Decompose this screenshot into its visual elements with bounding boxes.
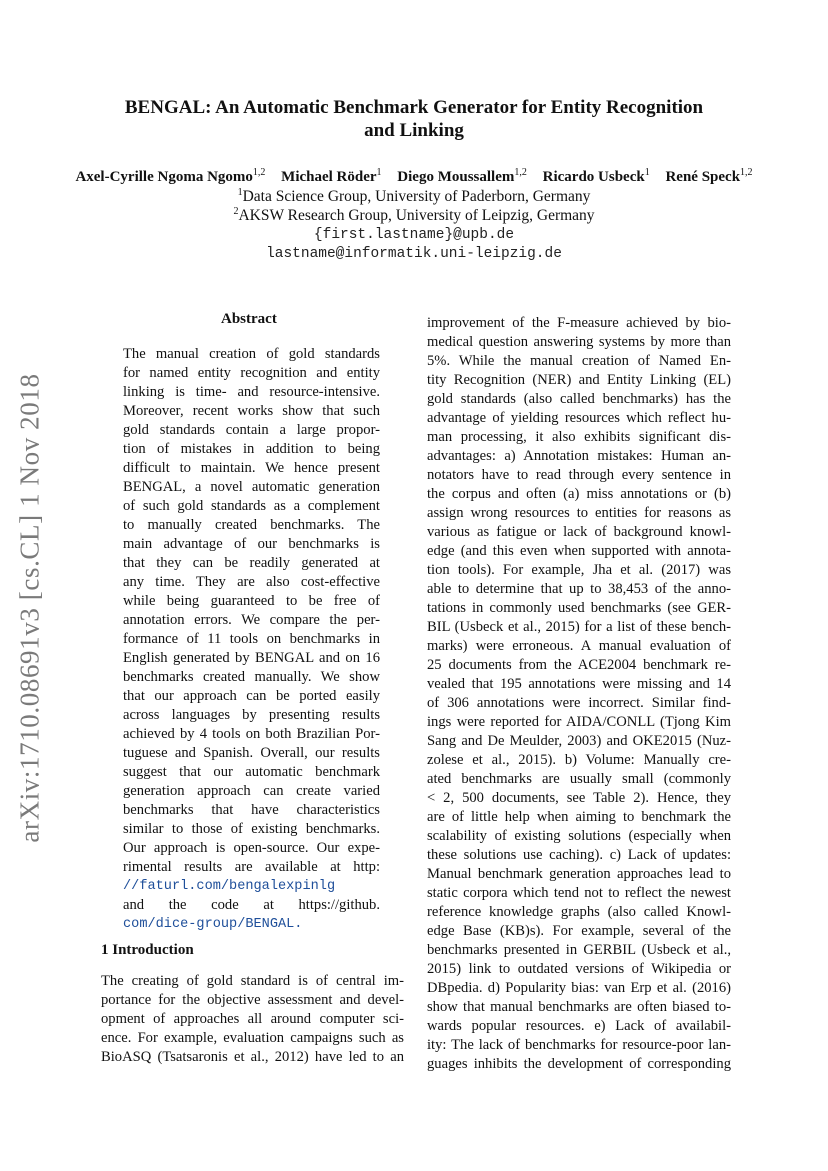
author-list	[0, 167, 828, 186]
body-line: guages inhibits the development of corresponding	[427, 1056, 731, 1072]
body-line: advantages: a) Annotation mistakes: Human an-	[427, 448, 731, 464]
intro-line: The creating of gold standard is of central im-	[101, 973, 404, 989]
body-line: 25 documents from the ACE2004 benchmark re-	[427, 657, 731, 673]
abstract-line: main advantage of our benchmarks is	[123, 536, 380, 552]
abstract-line: suggest that our automatic benchmark	[123, 764, 380, 780]
abstract-line: English generated by BENGAL and on 16	[123, 650, 380, 666]
body-line: edge (and this even when supported with annota-	[427, 543, 731, 559]
body-line: gold standards (also called benchmarks) has the	[427, 391, 731, 407]
body-line: of 306 annotations were incorrect. Similar find-	[427, 695, 731, 711]
intro-line: opment of approaches all around computer sci-	[101, 1011, 404, 1027]
affiliation-1: $^1$Data Science Group, University of Paderborn, Germany	[237, 187, 591, 206]
abstract-line: linking is time- and resource-intensive.	[123, 384, 380, 400]
body-line: these solutions use caching). c) Lack of updates:	[427, 847, 731, 863]
email-2: lastname@informatik.uni-leipzig.de	[266, 246, 562, 262]
right-column-body	[427, 314, 731, 1074]
code-link[interactable]: com/dice-group/BENGAL.	[123, 917, 303, 932]
abstract-line: across languages by presenting results	[123, 707, 380, 723]
body-line: 2015) link to outdated versions of Wikipedia or	[427, 961, 731, 977]
body-line: able to determine that up to 38,453 of the anno-	[427, 581, 731, 597]
body-line: tion tools). For example, Jha et al. (2017) was	[427, 562, 731, 578]
body-line: medical question answering systems by more than	[427, 334, 731, 350]
body-line: < 2, 500 documents, see Table 2). Hence, they	[427, 790, 731, 806]
abstract-line: similar to those of existing benchmarks.	[123, 821, 380, 837]
author-4: Ricardo Usbeck$^1$	[542, 167, 650, 185]
abstract-body	[123, 345, 380, 934]
body-line: wards popular resources. e) Lack of availabil-	[427, 1018, 731, 1034]
body-line: scalability of existing solutions (especially when	[427, 828, 731, 844]
abstract-line: generation approach can create varied	[123, 783, 380, 799]
abstract-line: any time. They are also cost-effective	[123, 574, 380, 590]
abstract-line: achieved by 4 tools on both Brazilian Por-	[123, 726, 380, 742]
abstract-line: to manually created benchmarks. The	[123, 517, 380, 533]
affiliation-2: $^2$AKSW Research Group, University of Leipzig, Germany	[233, 206, 595, 225]
paper-title	[0, 96, 828, 142]
body-line: vealed that 195 annotations were missing and 14	[427, 676, 731, 692]
author-1: Axel-Cyrille Ngoma Ngomo$^{1,2}$	[75, 167, 266, 185]
body-line: BIL (Usbeck et al., 2015) for a list of these bench-	[427, 619, 731, 635]
body-line: show that manual benchmarks are often biased to-	[427, 999, 731, 1015]
body-line: man processing, it also exhibits significant dis-	[427, 429, 731, 445]
abstract-line: benchmarks created manually. We show	[123, 669, 380, 685]
body-line: assign wrong resources to entities for reasons as	[427, 505, 731, 521]
abstract-line: tion of mistakes in addition to being	[123, 441, 380, 457]
abstract-line: BENGAL, a novel automatic generation	[123, 479, 380, 495]
abstract-line: while being guaranteed to be free of	[123, 593, 380, 609]
abstract-line: for named entity recognition and entity	[123, 365, 380, 381]
email-1: {first.lastname}@upb.de	[313, 227, 515, 243]
body-line: ated benchmarks are usually small (commonly	[427, 771, 731, 787]
abstract-line: benchmarks that have characteristics	[123, 802, 380, 818]
abstract-line: that our approach can be ported easily	[123, 688, 380, 704]
body-line: various as fatigue or lack of background knowl-	[427, 524, 731, 540]
abstract-heading: Abstract	[221, 311, 277, 327]
abstract-line: of such gold standards as a complement	[123, 498, 380, 514]
body-line: ings were reported for AIDA/CONLL (Tjong Kim	[427, 714, 731, 730]
body-line: tity Recognition (NER) and Entity Linking (EL)	[427, 372, 731, 388]
abstract-line: rimental results are available at http:	[123, 859, 380, 875]
body-line: are of little help when aiming to benchmark the	[427, 809, 731, 825]
intro-body	[101, 972, 404, 1067]
abstract-line: formance of 11 tools on benchmarks in	[123, 631, 380, 647]
body-line: Manual benchmark generation approaches lead to	[427, 866, 731, 882]
author-2: Michael Röder$^1$	[281, 167, 382, 185]
abstract-line: Our approach is open-source. Our expe-	[123, 840, 380, 856]
arxiv-identifier: arXiv:1710.08691v3 [cs.CL] 1 Nov 2018	[14, 373, 45, 843]
body-line: edge Base (KB)s). For example, several of the	[427, 923, 731, 939]
body-line: improvement of the F-measure achieved by bio-	[427, 315, 731, 331]
intro-line: BioASQ (Tsatsaronis et al., 2012) have led to an	[101, 1049, 404, 1065]
title-line-1: BENGAL: An Automatic Benchmark Generator for Entity Recognition	[124, 97, 704, 118]
body-line: 5%. While the manual creation of Named En-	[427, 353, 731, 369]
intro-line: portance for the objective assessment and devel-	[101, 992, 404, 1008]
body-line: Sang and De Meulder, 2003) and OKE2015 (Nuz-	[427, 733, 731, 749]
title-line-2: and Linking	[364, 120, 464, 141]
arxiv-sidebar	[10, 368, 50, 848]
author-5: René Speck$^{1,2}$	[665, 167, 753, 185]
body-line: marks) were erroneous. A manual evaluation of	[427, 638, 731, 654]
intro-line: ence. For example, evaluation campaigns such as	[101, 1030, 404, 1046]
body-line: static corpora which tend not to reflect the newest	[427, 885, 731, 901]
abstract-line: tuguese and Spanish. Overall, our results	[123, 745, 380, 761]
body-line: zolese et al., 2015). b) Volume: Manually cre-	[427, 752, 731, 768]
body-line: reference knowledge graphs (also called Knowl-	[427, 904, 731, 920]
intro-heading: 1 Introduction	[101, 942, 194, 958]
body-line: ity: The lack of benchmarks for resource-poor lan-	[427, 1037, 731, 1053]
abstract-line: that they can be readily generated at	[123, 555, 380, 571]
body-line: tations in commonly used benchmarks (see GER-	[427, 600, 731, 616]
body-line: notators have to read through every sentence in	[427, 467, 731, 483]
body-line: advantage of yielding resources which reflect hu-	[427, 410, 731, 426]
author-3: Diego Moussallem$^{1,2}$	[397, 167, 527, 185]
abstract-line: Moreover, recent works show that such	[123, 403, 380, 419]
results-link[interactable]: //faturl.com/bengalexpinlg	[123, 879, 336, 894]
abstract-line: annotation errors. We compare the per-	[123, 612, 380, 628]
body-line: DBpedia. d) Popularity bias: van Erp et al. (2016)	[427, 980, 731, 996]
body-line: benchmarks presented in GERBIL (Usbeck et al.,	[427, 942, 731, 958]
abstract-line: gold standards contain a large propor-	[123, 422, 380, 438]
abstract-line: and the code at https://github.	[123, 897, 380, 913]
abstract-line: The manual creation of gold standards	[123, 346, 380, 362]
body-line: the corpus and often (a) miss annotations or (b)	[427, 486, 731, 502]
abstract-line: difficult to maintain. We hence present	[123, 460, 380, 476]
